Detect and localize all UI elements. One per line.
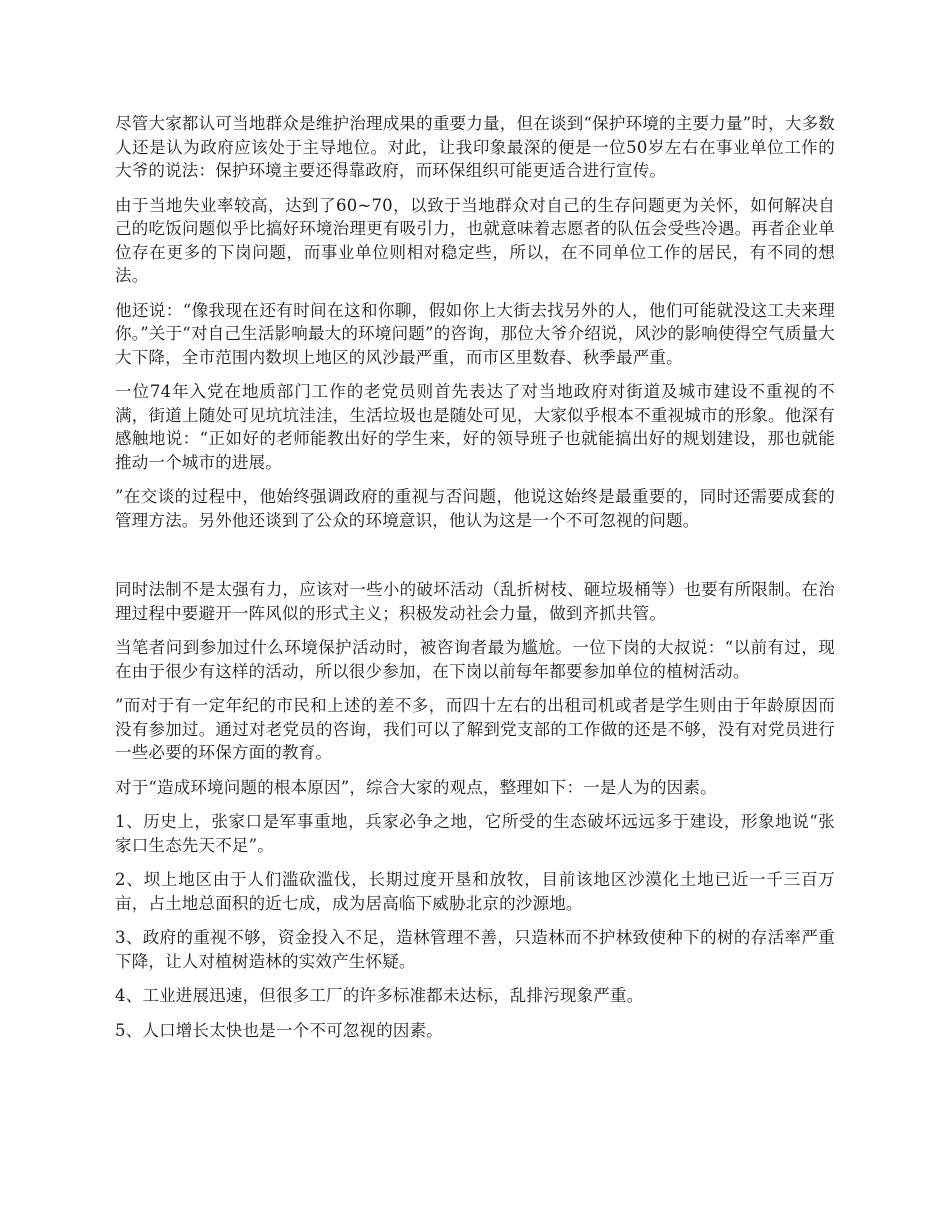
paragraph: 对于“造成环境问题的根本原因”，综合大家的观点，整理如下：一是人为的因素。 [115, 777, 717, 797]
paragraph: 他还说：“像我现在还有时间在这和你聊，假如你上大街去找另外的人，他们可能就没这工夫来理你。”关于“对自己生活影响最大的环境问题”的咨询，那位大爷介绍说，风沙的影响使得空气质量大大下降，全市范围内数坝上地区的风沙最严重，而市区里数春、秋季最严重。 [115, 300, 835, 367]
section-spacer [115, 543, 835, 578]
paragraph: ”而对于有一定年纪的市民和上述的差不多，而四十左右的出租司机或者是学生则由于年龄原因而没有参加过。通过对老党员的咨询，我们可以了解到党支部的工作做的还是不够，没有对党员进行一些必要的环保方面的教育。 [115, 696, 835, 762]
list-item: 5、人口增长太快也是一个不可忽视的因素。 [115, 1020, 443, 1040]
list-item: 2、坝上地区由于人们滥砍滥伐，长期过度开垦和放牧，目前该地区沙漠化土地已近一千三百万亩，占土地总面积的近七成，成为居高临下威胁北京的沙源地。 [115, 870, 835, 913]
paragraph: 尽管大家都认可当地群众是维护治理成果的重要力量，但在谈到“保护环境的主要力量”时，大多数人还是认为政府应该处于主导地位。对此，让我印象最深的便是一位50岁左右在事业单位工作的大爷的说法：保护环境主要还得靠政府，而环保组织可能更适合进行宣传。 [115, 114, 835, 180]
list-item: 1、历史上，张家口是军事重地，兵家必争之地，它所受的生态破坏远远多于建设，形象地说“张家口生态先天不足”。 [115, 812, 835, 855]
list-item: 3、政府的重视不够，资金投入不足，造林管理不善，只造林而不护林致使种下的树的存活率严重下降，让人对植树造林的实效产生怀疑。 [115, 928, 835, 971]
list-item: 4、工业进展迅速，但很多工厂的许多标准都未达标，乱排污现象严重。 [115, 986, 644, 1005]
paragraph: 一位74年入党在地质部门工作的老党员则首先表达了对当地政府对街道及城市建设不重视的不满，街道上随处可见坑坑洼洼，生活垃圾也是随处可见，大家似乎根本不重视城市的形象。他深有感触地说：“正如好的老师能教出好的学生来，好的领导班子也就能搞出好的规划建设，那也就能推动一个城市的进展。 [115, 382, 835, 472]
paragraph: 当笔者问到参加过什么环境保护活动时，被咨询者最为尴尬。一位下岗的大叔说：“以前有过，现在由于很少有这样的活动，所以很少参加，在下岗以前每年都要参加单位的植树活动。 [115, 638, 835, 681]
document-body [115, 112, 835, 1053]
paragraph: 由于当地失业率较高，达到了60~70，以致于当地群众对自己的生存问题更为关怀，如何解决自己的吃饭问题似乎比搞好环境治理更有吸引力，也就意味着志愿者的队伍会受些冷遇。再者企业单位存在更多的下岗问题，而事业单位则相对稳定些，所以，在不同单位工作的居民，有不同的想法。 [115, 195, 835, 285]
paragraph: ”在交谈的过程中，他始终强调政府的重视与否问题，他说这始终是最重要的，同时还需要成套的管理方法。另外他还谈到了公众的环境意识，他认为这是一个不可忽视的问题。 [115, 487, 835, 530]
paragraph: 同时法制不是太强有力，应该对一些小的破坏活动（乱折树枝、砸垃圾桶等）也要有所限制。在治理过程中要避开一阵风似的形式主义；积极发动社会力量，做到齐抓共管。 [115, 580, 835, 623]
